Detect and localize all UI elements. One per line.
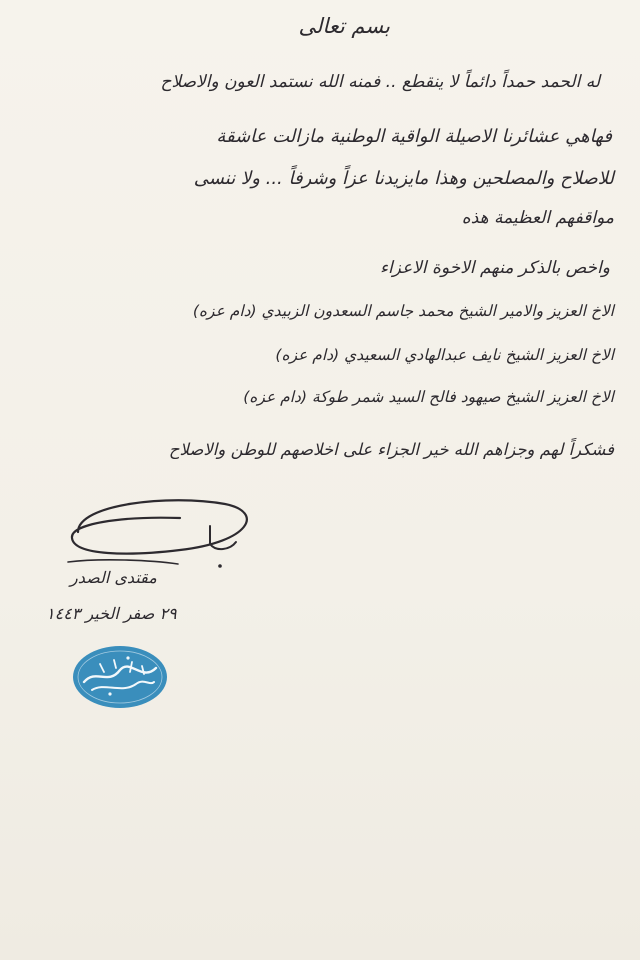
letter-line-8: الاخ العزيز الشيخ صيهود فالح السيد شمر طوكة (دام عزه) — [243, 388, 614, 406]
letter-line-6: الاخ العزيز والامير الشيخ محمد جاسم السعدون الزبيدي (دام عزه) — [192, 302, 614, 320]
signature-date: ٢٩ صفر الخير ١٤٤٣ — [46, 604, 177, 623]
seal-stamp — [70, 642, 170, 712]
signature-scribble — [60, 492, 260, 574]
letter-line-2: فهاهي عشائرنا الاصيلة الواقية الوطنية مازالت عاشقة — [216, 126, 612, 147]
letter-line-7: الاخ العزيز الشيخ نايف عبدالهادي السعيدي (دام عزه) — [275, 346, 614, 364]
letter-line-5: واخص بالذكر منهم الاخوة الاعزاء — [379, 258, 610, 278]
letter-header: بسم تعالى — [298, 14, 390, 38]
letter-line-3: للاصلاح والمصلحين وهذا مايزيدنا عزاً وشرفاً ... ولا ننسى — [193, 168, 614, 189]
signature-name: مقتدى الصدر — [70, 568, 157, 587]
letter-line-9: فشكراً لهم وجزاهم الله خير الجزاء على اخلاصهم للوطن والاصلاح — [168, 440, 614, 459]
letter-line-4: مواقفهم العظيمة هذه — [461, 208, 614, 228]
letter-line-1: له الحمد حمداً دائماً لا ينقطع .. فمنه الله نستمد العون والاصلاح — [160, 72, 600, 92]
